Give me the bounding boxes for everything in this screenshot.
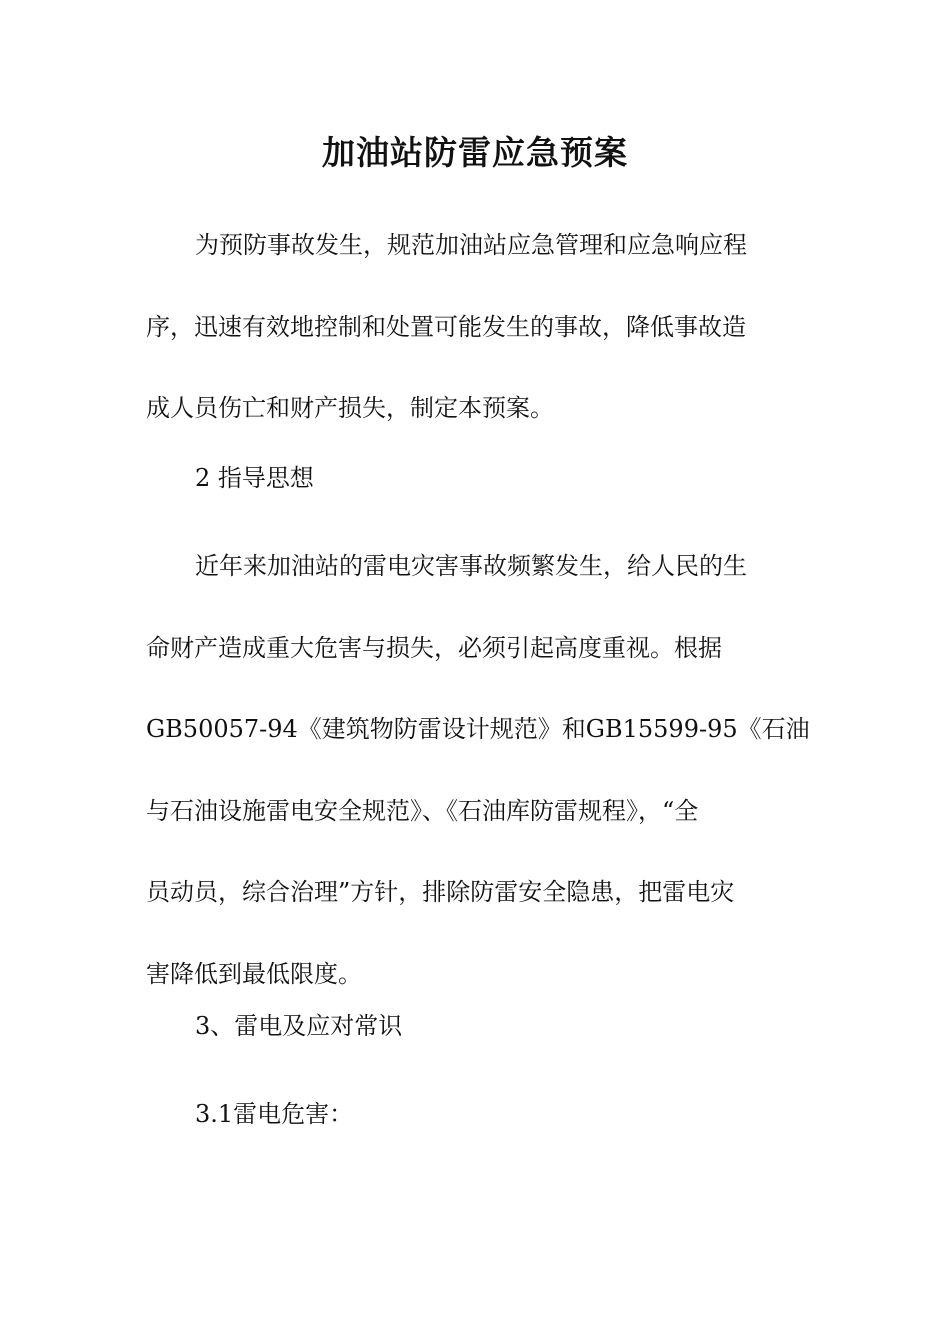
paragraph-line: 害降低到最低限度。 [146, 959, 362, 988]
document-title: 加油站防雷应急预案 [322, 133, 628, 172]
paragraph-line: 为预防事故发生，规范加油站应急管理和应急响应程 [195, 231, 747, 259]
paragraph-line: 与石油设施雷电安全规范》、《石油库防雷规程》，“全 [146, 796, 699, 825]
paragraph-line: 近年来加油站的雷电灾害事故频繁发生，给人民的生 [195, 552, 747, 580]
paragraph-line: 序，迅速有效地控制和处置可能发生的事故，降低事故造 [146, 312, 746, 341]
section-heading-3 [146, 986, 806, 1068]
paragraph-line: 成人员伤亡和财产损失，制定本预案。 [146, 394, 554, 422]
subsection-heading-text: 3.1雷电危害： [195, 1100, 354, 1128]
intro-paragraph [146, 205, 806, 450]
subsection-heading-3-1 [146, 1074, 806, 1156]
section-heading-2 [146, 438, 806, 520]
paragraph-line: GB50057-94《建筑物防雷设计规范》和GB15599-95《石油 [146, 715, 810, 743]
guiding-paragraph [146, 526, 810, 1015]
section-heading-text: 3、雷电及应对常识 [195, 1012, 403, 1040]
paragraph-line: 命财产造成重大危害与损失，必须引起高度重视。根据 [146, 633, 722, 662]
paragraph-line: 员动员，综合治理”方针，排除防雷安全隐患，把雷电灾 [146, 878, 735, 906]
section-heading-text: 2 指导思想 [195, 464, 314, 492]
